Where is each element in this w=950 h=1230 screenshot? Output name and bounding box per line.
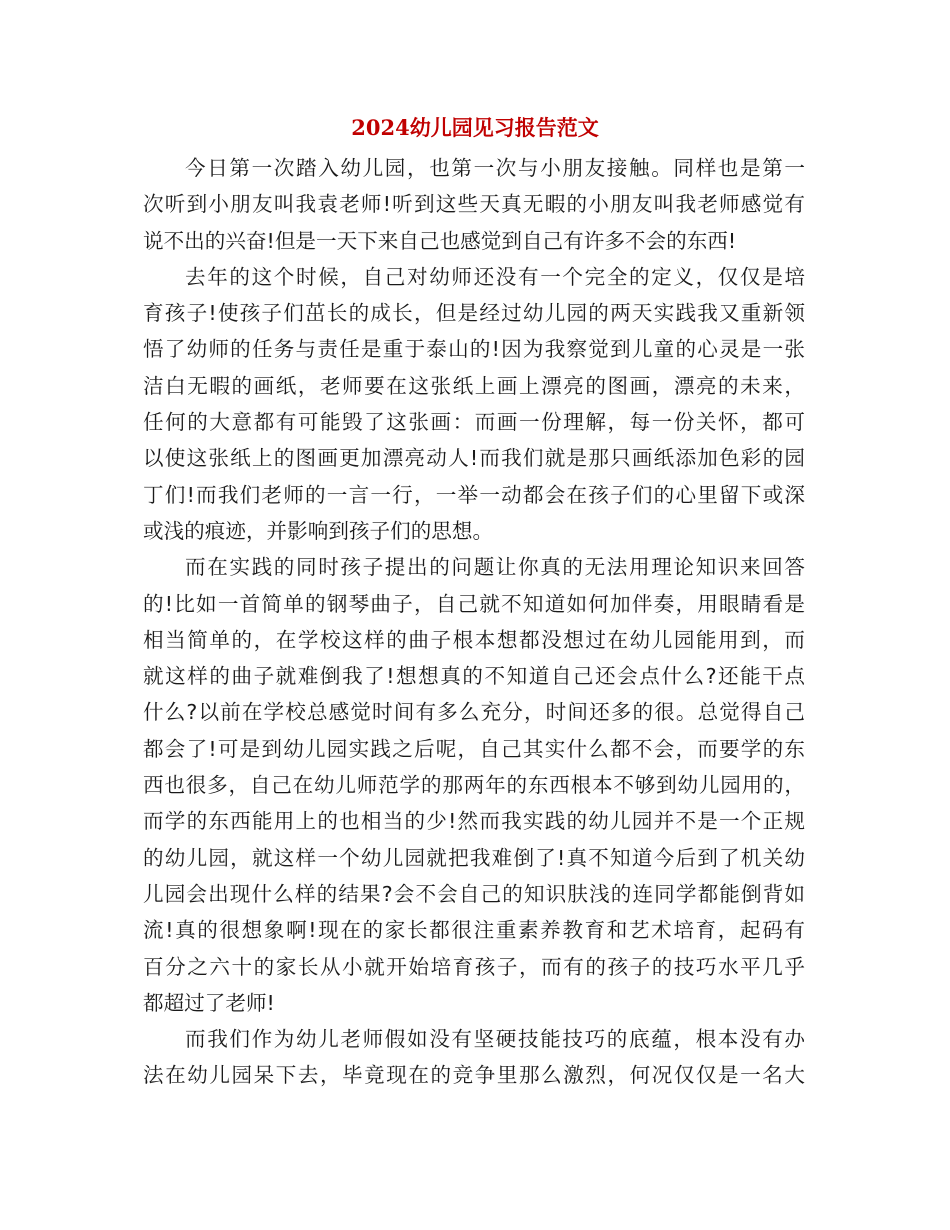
paragraph-3-line-10: 儿园会出现什么样的结果?会不会自己的知识肤浅的连同学都能倒背如: [143, 881, 805, 906]
paragraph-3-line-8: 而学的东西能用上的也相当的少!然而我实践的幼儿园并不是一个正规: [143, 809, 805, 834]
paragraph-1-line-2: 次听到小朋友叫我袁老师!听到这些天真无暇的小朋友叫我老师感觉有: [143, 192, 805, 217]
paragraph-2-line-5: 任何的大意都有可能毁了这张画：而画一份理解，每一份关怀，都可: [143, 410, 805, 435]
paragraph-2-line-4: 洁白无暇的画纸，老师要在这张纸上画上漂亮的图画，漂亮的未来，: [143, 373, 805, 398]
paragraph-3-line-7: 西也很多，自己在幼儿师范学的那两年的东西根本不够到幼儿园用的，: [143, 773, 805, 798]
paragraph-3-line-3: 相当简单的，在学校这样的曲子根本想都没想过在幼儿园能用到，而: [143, 627, 805, 652]
paragraph-3-line-5: 什么?以前在学校总感觉时间有多么充分，时间还多的很。总觉得自己: [143, 700, 805, 725]
paragraph-2-line-2: 育孩子!使孩子们茁长的成长，但是经过幼儿园的两天实践我又重新领: [143, 301, 805, 326]
paragraph-3-line-2: 的!比如一首简单的钢琴曲子，自己就不知道如何加伴奏，用眼睛看是: [143, 591, 805, 616]
paragraph-1-line-1: 今日第一次踏入幼儿园，也第一次与小朋友接触。同样也是第一: [185, 156, 805, 180]
paragraph-3-line-11: 流!真的很想象啊!现在的家长都很注重素养教育和艺术培育，起码有: [143, 918, 805, 943]
paragraph-2-line-1: 去年的这个时候，自己对幼师还没有一个完全的定义，仅仅是培: [185, 264, 805, 289]
paragraph-3-line-1: 而在实践的同时孩子提出的问题让你真的无法用理论知识来回答: [185, 555, 805, 580]
paragraph-3-line-9: 的幼儿园，就这样一个幼儿园就把我难倒了!真不知道今后到了机关幼: [143, 845, 805, 870]
paragraph-4-line-2: 法在幼儿园呆下去，毕竟现在的竞争里那么激烈，何况仅仅是一名大: [143, 1063, 805, 1088]
paragraph-3-line-4: 就这样的曲子就难倒我了!想想真的不知道自己还会点什么?还能干点: [143, 664, 805, 689]
paragraph-4-line-1: 而我们作为幼儿老师假如没有坚硬技能技巧的底蕴，根本没有办: [185, 1027, 805, 1052]
document-title: 2024幼儿园见习报告范文: [351, 115, 599, 140]
paragraph-2-line-6: 以使这张纸上的图画更加漂亮动人!而我们就是那只画纸添加色彩的园: [143, 446, 805, 471]
paragraph-1-line-3: 说不出的兴奋!但是一天下来自己也感觉到自己有许多不会的东西!: [143, 228, 737, 253]
paragraph-2-line-8: 或浅的痕迹，并影响到孩子们的思想。: [143, 518, 494, 543]
paragraph-3-line-12: 百分之六十的家长从小就开始培育孩子，而有的孩子的技巧水平几乎: [143, 954, 805, 979]
paragraph-2-line-7: 丁们!而我们老师的一言一行，一举一动都会在孩子们的心里留下或深: [143, 482, 805, 507]
paragraph-3-line-6: 都会了!可是到幼儿园实践之后呢，自己其实什么都不会，而要学的东: [143, 736, 805, 761]
paragraph-2-line-3: 悟了幼师的任务与责任是重于泰山的!因为我察觉到儿童的心灵是一张: [143, 337, 805, 362]
document-body: [143, 150, 805, 1094]
paragraph-3-line-13: 都超过了老师!: [143, 990, 275, 1015]
